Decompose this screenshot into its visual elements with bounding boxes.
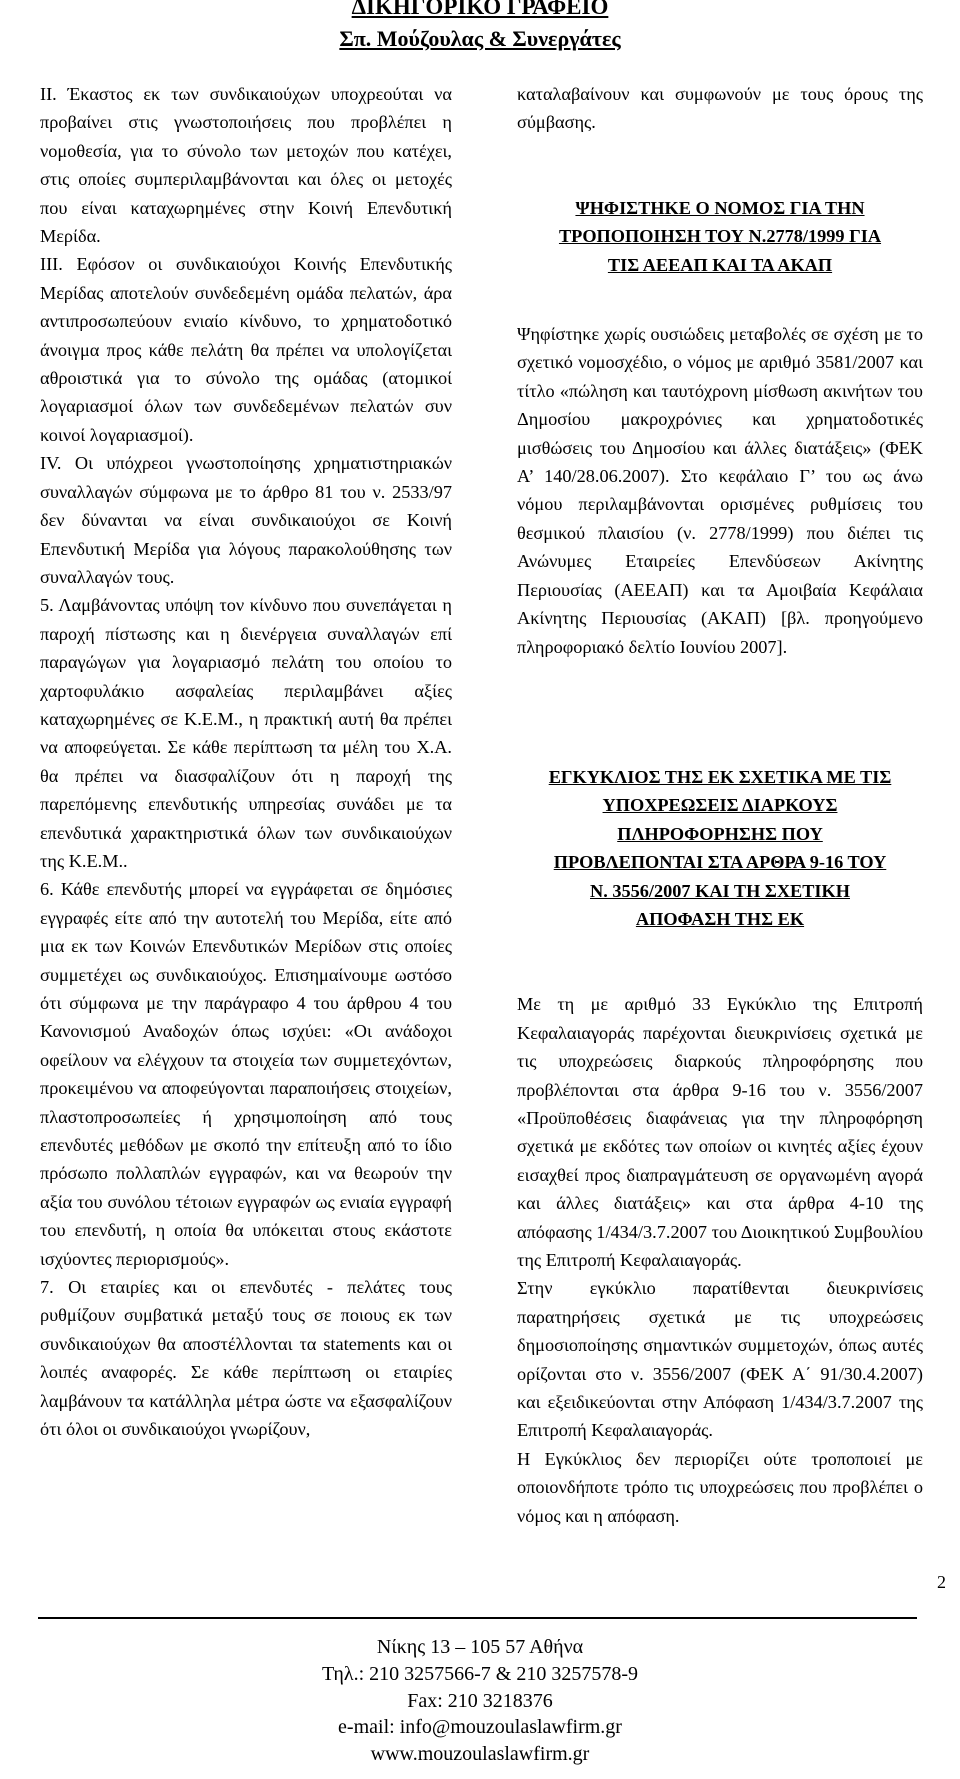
paragraph-iii: ΙΙΙ. Εφόσον οι συνδικαιούχοι Κοινής Επενδυτικής Μερίδας αποτελούν συνδεδεμένη ομάδα πελατών, άρα αντιπροσωπεύουν ενιαίο κίνδυνο, το χρηματοδοτικό άνοιγμα προς κάθε πελάτη θα πρέπει να υπολογίζεται αθροιστικά για το σύνολο της ομάδας (ατομικοί λογαριασμοί όλων των συνδεδεμένων πελατών συν κοινοί λογαριασμοί). xyxy=(40,254,452,445)
footer-fax: Fax: 210 3218376 xyxy=(407,1689,553,1712)
heading-line: ΤΙΣ ΑΕΕΑΠ ΚΑΙ ΤΑ ΑΚΑΠ xyxy=(607,254,833,275)
circular-paragraph: Με τη με αριθμό 33 Εγκύκλιο της Επιτροπή Κεφαλαιαγοράς παρέχονται διευκρινίσεις σχετικά με τις υποχρεώσεις διαρκούς πληροφόρησης που προβλέπονται στα άρθρα 9-16 του ν. 3556/2007 «Προϋποθέσεις διαφάνειας για την πληροφόρηση σχετικά με εκδότες των οποίων οι κινητές αξίες έχουν εισαχθεί προς διαπραγμάτευση σε οργανωμένη αγορά και άλλες διατάξεις» και στα άρθρα 4-10 της απόφασης 1/434/3.7.2007 του Διοικητικού Συμβουλίου της Επιτροπή Κεφαλαιαγοράς. xyxy=(517,994,923,1270)
heading-line: ΠΡΟΒΛΕΠΟΝΤΑΙ ΣΤΑ ΑΡΘΡΑ 9-16 ΤΟΥ xyxy=(553,852,887,873)
page-number: 2 xyxy=(937,1572,946,1592)
circular-paragraph: Η Εγκύκλιος δεν περιορίζει ούτε τροποποιεί με οποιονδήποτε τρόπο τις υποχρεώσεις που προβλέπει ο νόμος και η απόφαση. xyxy=(517,1448,923,1526)
footer-website: www.mouzoulaslawfirm.gr xyxy=(370,1743,590,1766)
paragraph-6: 6. Κάθε επενδυτής μπορεί να εγγράφεται σε δημόσιες εγγραφές είτε από την αυτοτελή του Μερίδα, είτε από μια εκ των Κοινών Επενδυτικών Μερίδων στις οποίες συμμετέχει ως συνδικαιούχος. Επισημαίνουμε ωστόσο ότι σύμφωνα με την παράγραφο 4 του άρθρου 4 του Κανονισμού Αναδοχών όπως ισχύει: «Οι ανάδοχοι οφείλουν να ελέγχουν τα στοιχεία των συμμετεχόντων, προκειμένου να αποφεύγονται παραποιήσεις στοιχείων, πλαστοπροσωπείες ή χρησιμοποίηση από τους επενδυτές μεθόδων με σκοπό την επίτευξη από το ίδιο πρόσωπο πολλαπλών εγγραφών, και να θεωρούν την αξία του συνόλου τέτοιων εγγραφών ως ενιαία εγγραφή του επενδυτή, η οποία θα υπόκειται στους εκάστοτε ισχύοντες περιορισμούς». xyxy=(40,879,452,1269)
heading-line: ΤΡΟΠΟΠΟΙΗΣΗ ΤΟΥ Ν.2778/1999 ΓΙΑ xyxy=(558,226,882,247)
letterhead-subtitle: Σπ. Μούζουλας & Συνεργάτες xyxy=(339,26,621,51)
heading-line: Ν. 3556/2007 ΚΑΙ ΤΗ ΣΧΕΤΙΚΗ xyxy=(590,880,850,901)
left-column xyxy=(40,80,452,1444)
footer-email: e-mail: info@mouzoulaslawfirm.gr xyxy=(338,1716,622,1739)
letterhead-title: ΔΙΚΗΓΟΡΙΚΟ ΓΡΑΦΕΙΟ xyxy=(351,0,609,19)
circular-paragraph: Στην εγκύκλιο παρατίθενται διευκρινίσεις παρατηρήσεις σχετικά με τις υποχρεώσεις δημοσιοποίησης σημαντικών συμμετοχών, όπως αυτές ορίζονται στο ν. 3556/2007 (ΦΕΚ Α΄ 91/30.4.2007) και εξειδικεύονται στην Απόφαση 1/434/3.7.2007 της Επιτροπή Κεφαλαιαγοράς. xyxy=(517,1278,923,1441)
paragraph-ii: ΙΙ. Έκαστος εκ των συνδικαιούχων υποχρεούται να προβαίνει στις γνωστοποιήσεις που προβλέπει η νομοθεσία, για το σύνολο των μετοχών που κατέχει, στις οποίες συμπεριλαμβάνονται και όλες οι μετοχές που είναι καταχωρημένες στην Κοινή Επενδυτική Μερίδα. xyxy=(40,84,452,247)
continuation-text: καταλαβαίνουν και συμφωνούν με τους όρους της σύμβασης. xyxy=(517,84,923,133)
paragraph-iv: ΙV. Οι υπόχρεοι γνωστοποίησης χρηματιστηριακών συναλλαγών σύμφωνα με το άρθρο 81 του ν. 2533/97 δεν δύνανται να είναι συνδικαιούχοι σε Κοινή Επενδυτική Μερίδα για λόγους παρακολούθησης των συναλλαγών τους. xyxy=(40,453,452,587)
letterhead xyxy=(0,0,960,52)
heading-line: ΠΛΗΡΟΦΟΡΗΣΗΣ ΠΟΥ xyxy=(617,823,823,844)
section-heading-circular xyxy=(517,763,923,933)
heading-line: ΕΓΚΥΚΛΙΟΣ ΤΗΣ ΕΚ ΣΧΕΤΙΚΑ ΜΕ ΤΙΣ xyxy=(548,766,892,787)
heading-line: ΥΠΟΧΡΕΩΣΕΙΣ ΔΙΑΡΚΟΥΣ xyxy=(602,795,838,816)
law-paragraph: Ψηφίστηκε χωρίς ουσιώδεις μεταβολές σε σχέση με το σχετικό νομοσχέδιο, ο νόμος με αριθμό 3581/2007 και τίτλο «πώληση και ταυτόχρονη μίσθωση ακινήτων του Δημοσίου μακροχρόνιες και χρηματοδοτικές μισθώσεις του Δημοσίου και άλλες διατάξεις» (ΦΕΚ Α’ 140/28.06.2007). Στο κεφάλαιο Γ’ του ως άνω νόμου περιλαμβάνονται ορισμένες ρυθμίσεις του θεσμικού πλαισίου (ν. 2778/1999) που διέπει τις Ανώνυμες Εταιρείες Επενδύσεων Ακίνητης Περιουσίας (ΑΕΕΑΠ) και τα Αμοιβαία Κεφάλαια Ακίνητης Περιουσίας (ΑΚΑΠ) [βλ. προηγούμενο πληροφοριακό δελτίο Ιουνίου 2007]. xyxy=(517,324,923,657)
heading-line: ΨΗΦΙΣΤΗΚΕ Ο ΝΟΜΟΣ ΓΙΑ ΤΗΝ xyxy=(575,197,865,218)
footer-address: Νίκης 13 – 105 57 Αθήνα xyxy=(376,1636,584,1658)
footer xyxy=(0,1634,960,1768)
footer-phone: Τηλ.: 210 3257566-7 & 210 3257578-9 xyxy=(321,1662,639,1685)
footer-divider xyxy=(38,1617,917,1619)
heading-line: ΑΠΟΦΑΣΗ ΤΗΣ ΕΚ xyxy=(635,908,805,929)
right-column xyxy=(517,80,923,1530)
paragraph-5: 5. Λαμβάνοντας υπόψη τον κίνδυνο που συνεπάγεται η παροχή πίστωσης και η διενέργεια συναλλαγών επί παραγώγων για λογαριασμό πελάτη του οποίου το χαρτοφυλάκιο ασφαλείας περιλαμβάνει αξίες καταχωρημένες σε Κ.Ε.Μ., η πρακτική αυτή θα πρέπει να αποφεύγεται. Σε κάθε περίπτωση τα μέλη του Χ.Α. θα πρέπει να διασφαλίζουν ότι η παροχή της παρεπόμενης επενδυτικής υπηρεσίας συνάδει με τα επενδυτικά χαρακτηριστικά όλων των συνδικαιούχων της Κ.Ε.Μ.. xyxy=(40,595,452,871)
paragraph-7: 7. Οι εταιρίες και οι επενδυτές - πελάτες τους ρυθμίζουν συμβατικά μεταξύ τους σε ποιους εκ των συνδικαιούχων θα αποστέλλονται τα statements και οι λοιπές αναφορές. Σε κάθε περίπτωση οι εταιρίες λαμβάνουν τα κατάλληλα μέτρα ώστε να εξασφαλίζουν ότι όλοι οι συνδικαιούχοι γνωρίζουν, xyxy=(40,1277,452,1440)
section-heading-law xyxy=(517,194,923,279)
